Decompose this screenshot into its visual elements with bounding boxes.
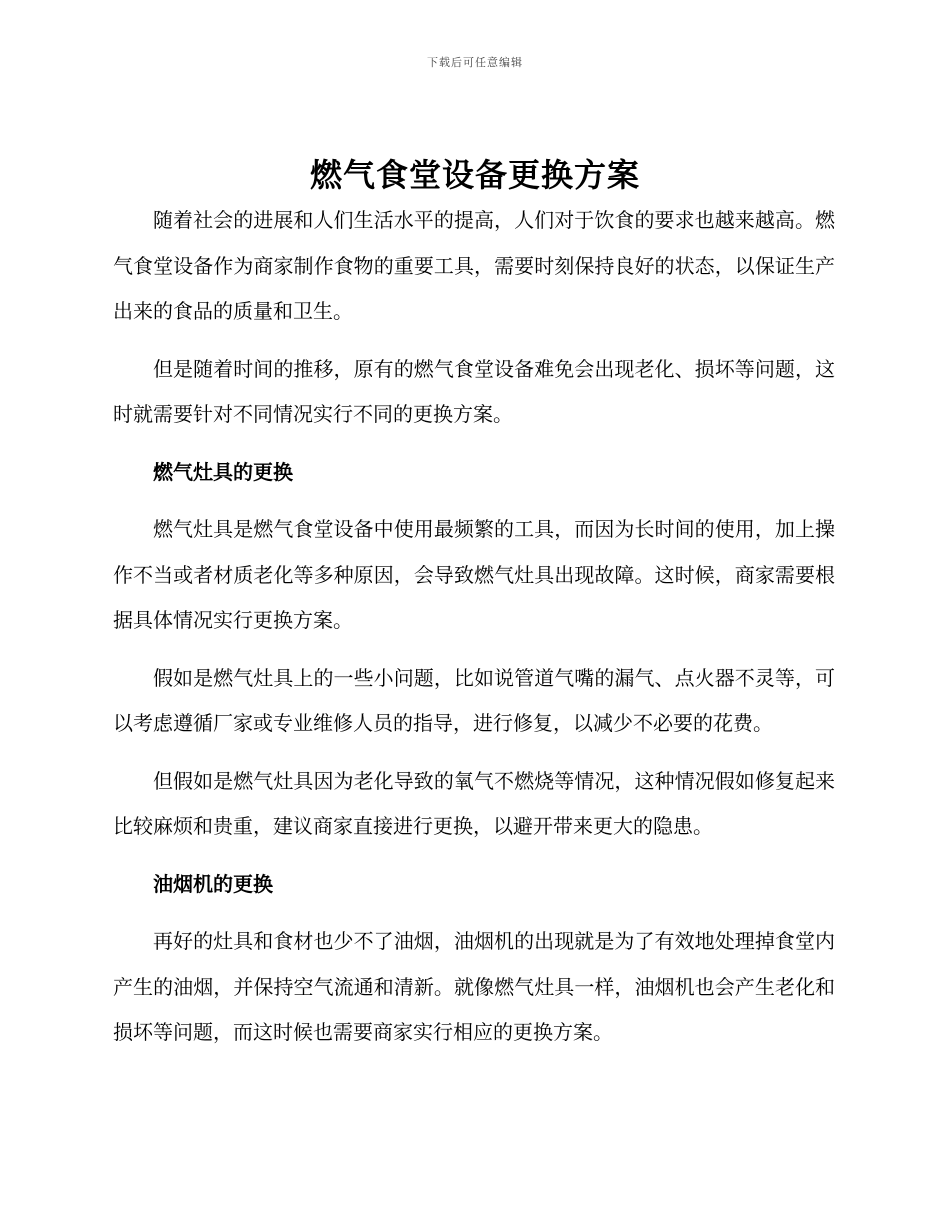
intro-paragraph: 随着社会的进展和人们生活水平的提高，人们对于饮食的要求也越来越高。燃气食堂设备作为商家制作食物的重要工具，需要时刻保持良好的状态，以保证生产出来的食品的质量和卫生。 <box>113 208 835 323</box>
document-body <box>113 198 835 1068</box>
intro-paragraph: 但是随着时间的推移，原有的燃气食堂设备难免会出现老化、损坏等问题，这时就需要针对不同情况实行不同的更换方案。 <box>113 356 835 426</box>
range-hood-paragraph: 再好的灶具和食材也少不了油烟，油烟机的出现就是为了有效地处理掉食堂内产生的油烟，并保持空气流通和清新。就像燃气灶具一样，油烟机也会产生老化和损坏等问题，而这时候也需要商家实行相应的更换方案。 <box>113 929 835 1044</box>
stove-paragraph: 燃气灶具是燃气食堂设备中使用最频繁的工具，而因为长时间的使用，加上操作不当或者材质老化等多种原因，会导致燃气灶具出现故障。这时候，商家需要根据具体情况实行更换方案。 <box>113 517 835 632</box>
section-heading-range-hood: 油烟机的更换 <box>153 871 273 896</box>
section-heading-stove: 燃气灶具的更换 <box>153 459 293 484</box>
stove-paragraph: 但假如是燃气灶具因为老化导致的氧气不燃烧等情况，这种情况假如修复起来比较麻烦和贵重，建议商家直接进行更换，以避开带来更大的隐患。 <box>113 768 835 838</box>
document-title: 燃气食堂设备更换方案 <box>309 156 640 194</box>
stove-paragraph: 假如是燃气灶具上的一些小问题，比如说管道气嘴的漏气、点火器不灵等，可以考虑遵循厂家或专业维修人员的指导，进行修复，以减少不必要的花费。 <box>113 665 835 735</box>
page-header: 下载后可任意编辑 <box>427 56 523 69</box>
